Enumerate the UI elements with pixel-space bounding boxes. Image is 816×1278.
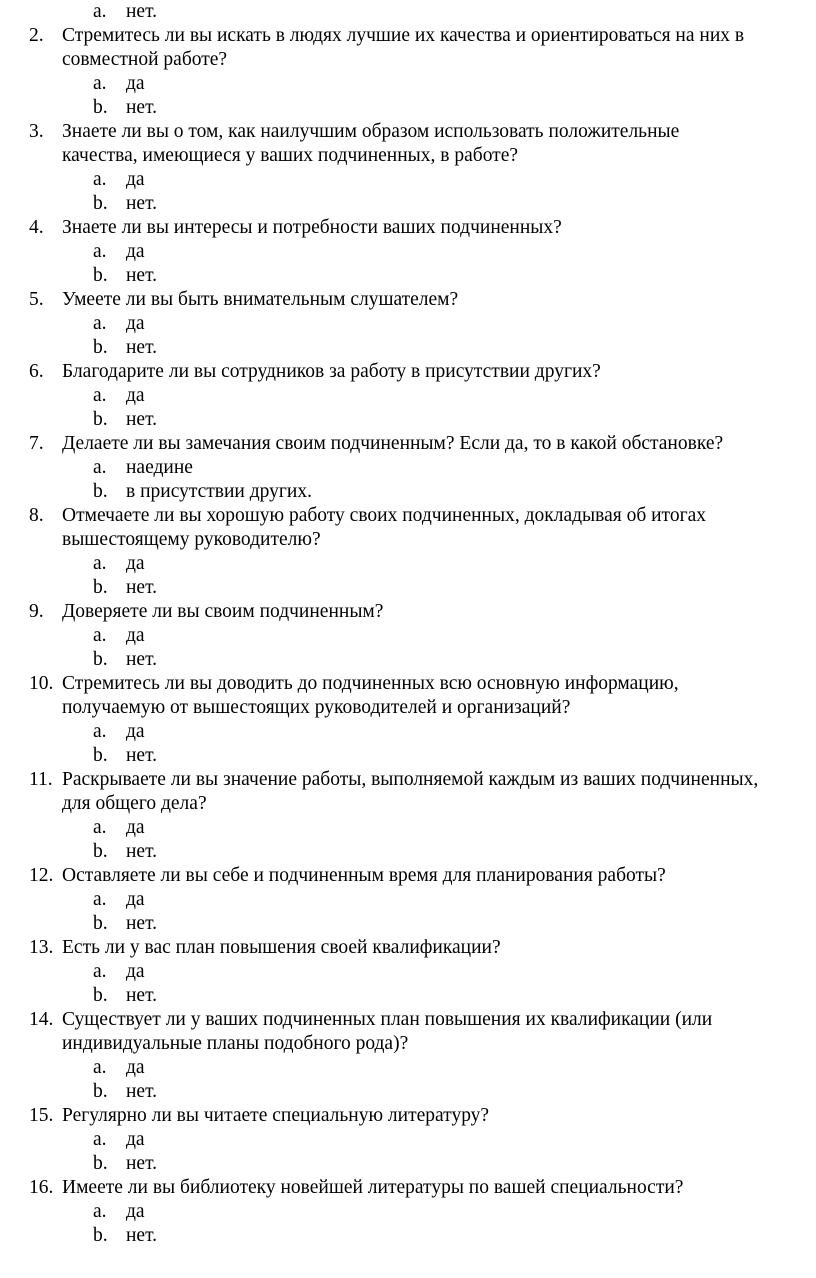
answer-text: да: [126, 817, 145, 838]
question-line: [0, 504, 816, 528]
question-text: Стремитесь ли вы искать в людях лучшие их качества и ориентироваться на них в: [62, 25, 745, 46]
answer-letter: b.: [93, 193, 108, 214]
question-line: [0, 864, 816, 888]
answer-letter: a.: [93, 889, 107, 910]
question-number: 6.: [29, 361, 44, 382]
answer-text: нет.: [126, 97, 158, 118]
question-text: Имеете ли вы библиотеку новейшей литературы по вашей специальности?: [62, 1177, 684, 1198]
answer-option: [0, 240, 816, 264]
question-line: [0, 672, 816, 696]
question-number: 2.: [29, 25, 44, 46]
question-text: вышестоящему руководителю?: [62, 529, 321, 550]
question-text: Делаете ли вы замечания своим подчиненным? Если да, то в какой обстановке?: [62, 433, 724, 454]
answer-letter: a.: [93, 721, 107, 742]
answer-option: [0, 456, 816, 480]
question-line: [0, 432, 816, 456]
question-line: [0, 936, 816, 960]
answer-text: нет.: [126, 1081, 158, 1102]
answer-option: [0, 1056, 816, 1080]
question-text: для общего дела?: [62, 793, 207, 814]
question-continuation-line: [0, 792, 816, 816]
question-text: Раскрываете ли вы значение работы, выполняемой каждым из ваших подчиненных,: [62, 769, 759, 790]
question-text: Знаете ли вы о том, как наилучшим образом использовать положительные: [62, 121, 680, 142]
answer-letter: a.: [93, 169, 107, 190]
answer-option: [0, 1128, 816, 1152]
answer-text: да: [126, 889, 145, 910]
question-text: Оставляете ли вы себе и подчиненным время для планирования работы?: [62, 865, 666, 886]
answer-option: [0, 576, 816, 600]
answer-text: да: [126, 625, 145, 646]
answer-text: да: [126, 1129, 145, 1150]
question-text: Есть ли у вас план повышения своей квалификации?: [62, 937, 501, 958]
question-number: 11.: [29, 769, 53, 790]
answer-letter: a.: [93, 1201, 107, 1222]
answer-option: [0, 408, 816, 432]
answer-option: [0, 336, 816, 360]
answer-text: да: [126, 313, 145, 334]
answer-option: [0, 192, 816, 216]
answer-option: [0, 72, 816, 96]
question-line: [0, 600, 816, 624]
answer-option: [0, 840, 816, 864]
answer-letter: a.: [93, 457, 107, 478]
answer-letter: b.: [93, 913, 108, 934]
question-number: 16.: [29, 1177, 54, 1198]
question-number: 4.: [29, 217, 44, 238]
answer-option: [0, 888, 816, 912]
answer-option: [0, 384, 816, 408]
question-number: 7.: [29, 433, 44, 454]
question-text: индивидуальные планы подобного рода)?: [62, 1033, 409, 1054]
answer-text: наедине: [126, 457, 193, 478]
answer-option: [0, 624, 816, 648]
answer-letter: a.: [93, 1, 107, 22]
question-text: Регулярно ли вы читаете специальную литературу?: [62, 1105, 490, 1126]
answer-letter: a.: [93, 1057, 107, 1078]
answer-letter: b.: [93, 97, 108, 118]
answer-text: нет.: [126, 577, 158, 598]
question-number: 14.: [29, 1009, 54, 1030]
question-line: [0, 360, 816, 384]
answer-text: нет.: [126, 649, 158, 670]
answer-letter: a.: [93, 961, 107, 982]
answer-letter: b.: [93, 985, 108, 1006]
answer-letter: a.: [93, 817, 107, 838]
answer-letter: a.: [93, 625, 107, 646]
answer-letter: a.: [93, 553, 107, 574]
answer-letter: a.: [93, 313, 107, 334]
answer-text: нет.: [126, 193, 158, 214]
question-continuation-line: [0, 1032, 816, 1056]
answer-option: [0, 816, 816, 840]
question-text: Благодарите ли вы сотрудников за работу в присутствии других?: [62, 361, 601, 382]
answer-letter: b.: [93, 265, 108, 286]
question-continuation-line: [0, 48, 816, 72]
answer-text: нет.: [126, 913, 158, 934]
answer-text: нет.: [126, 1225, 158, 1246]
question-text: Существует ли у ваших подчиненных план повышения их квалификации (или: [62, 1009, 713, 1030]
question-line: [0, 1176, 816, 1200]
question-line: [0, 1008, 816, 1032]
answer-letter: b.: [93, 481, 108, 502]
answer-letter: b.: [93, 1153, 108, 1174]
answer-option: [0, 744, 816, 768]
answer-letter: b.: [93, 577, 108, 598]
question-continuation-line: [0, 528, 816, 552]
question-line: [0, 120, 816, 144]
question-line: [0, 768, 816, 792]
answer-letter: b.: [93, 409, 108, 430]
answer-option: [0, 0, 816, 24]
answer-option: [0, 312, 816, 336]
answer-text: да: [126, 553, 145, 574]
question-text: Стремитесь ли вы доводить до подчиненных всю основную информацию,: [62, 673, 679, 694]
question-number: 8.: [29, 505, 44, 526]
answer-text: нет.: [126, 1153, 158, 1174]
question-line: [0, 1104, 816, 1128]
answer-letter: b.: [93, 745, 108, 766]
answer-text: да: [126, 241, 145, 262]
answer-text: да: [126, 961, 145, 982]
question-continuation-line: [0, 696, 816, 720]
answer-option: [0, 168, 816, 192]
answer-option: [0, 552, 816, 576]
answer-letter: a.: [93, 1129, 107, 1150]
answer-option: [0, 480, 816, 504]
question-line: [0, 24, 816, 48]
answer-option: [0, 984, 816, 1008]
question-number: 15.: [29, 1105, 54, 1126]
answer-text: да: [126, 721, 145, 742]
question-number: 12.: [29, 865, 54, 886]
question-line: [0, 288, 816, 312]
answer-text: нет.: [126, 841, 158, 862]
question-text: Умеете ли вы быть внимательным слушателем?: [62, 289, 459, 310]
answer-text: нет.: [126, 1, 158, 22]
answer-text: в присутствии других.: [126, 481, 312, 502]
answer-option: [0, 960, 816, 984]
question-text: Доверяете ли вы своим подчиненным?: [62, 601, 384, 622]
answer-text: нет.: [126, 265, 158, 286]
question-number: 3.: [29, 121, 44, 142]
answer-letter: b.: [93, 1225, 108, 1246]
answer-letter: b.: [93, 1081, 108, 1102]
answer-text: нет.: [126, 985, 158, 1006]
question-number: 5.: [29, 289, 44, 310]
answer-text: да: [126, 1057, 145, 1078]
answer-option: [0, 96, 816, 120]
answer-text: да: [126, 1201, 145, 1222]
answer-letter: a.: [93, 385, 107, 406]
answer-letter: b.: [93, 649, 108, 670]
answer-option: [0, 1224, 816, 1248]
question-number: 9.: [29, 601, 44, 622]
answer-text: да: [126, 169, 145, 190]
question-text: Отмечаете ли вы хорошую работу своих подчиненных, докладывая об итогах: [62, 505, 706, 526]
answer-text: нет.: [126, 337, 158, 358]
question-text: совместной работе?: [62, 49, 228, 70]
answer-option: [0, 720, 816, 744]
answer-letter: b.: [93, 841, 108, 862]
question-continuation-line: [0, 144, 816, 168]
answer-letter: b.: [93, 337, 108, 358]
answer-option: [0, 264, 816, 288]
answer-letter: a.: [93, 241, 107, 262]
question-number: 10.: [29, 673, 54, 694]
answer-option: [0, 648, 816, 672]
question-text: качества, имеющиеся у ваших подчиненных, в работе?: [62, 145, 519, 166]
answer-text: да: [126, 385, 145, 406]
answer-text: нет.: [126, 409, 158, 430]
answer-option: [0, 1200, 816, 1224]
answer-text: нет.: [126, 745, 158, 766]
question-number: 13.: [29, 937, 54, 958]
question-text: получаемую от вышестоящих руководителей и организаций?: [62, 697, 571, 718]
answer-text: да: [126, 73, 145, 94]
answer-option: [0, 1080, 816, 1104]
answer-option: [0, 912, 816, 936]
answer-option: [0, 1152, 816, 1176]
question-line: [0, 216, 816, 240]
answer-letter: a.: [93, 73, 107, 94]
question-text: Знаете ли вы интересы и потребности ваших подчиненных?: [62, 217, 562, 238]
